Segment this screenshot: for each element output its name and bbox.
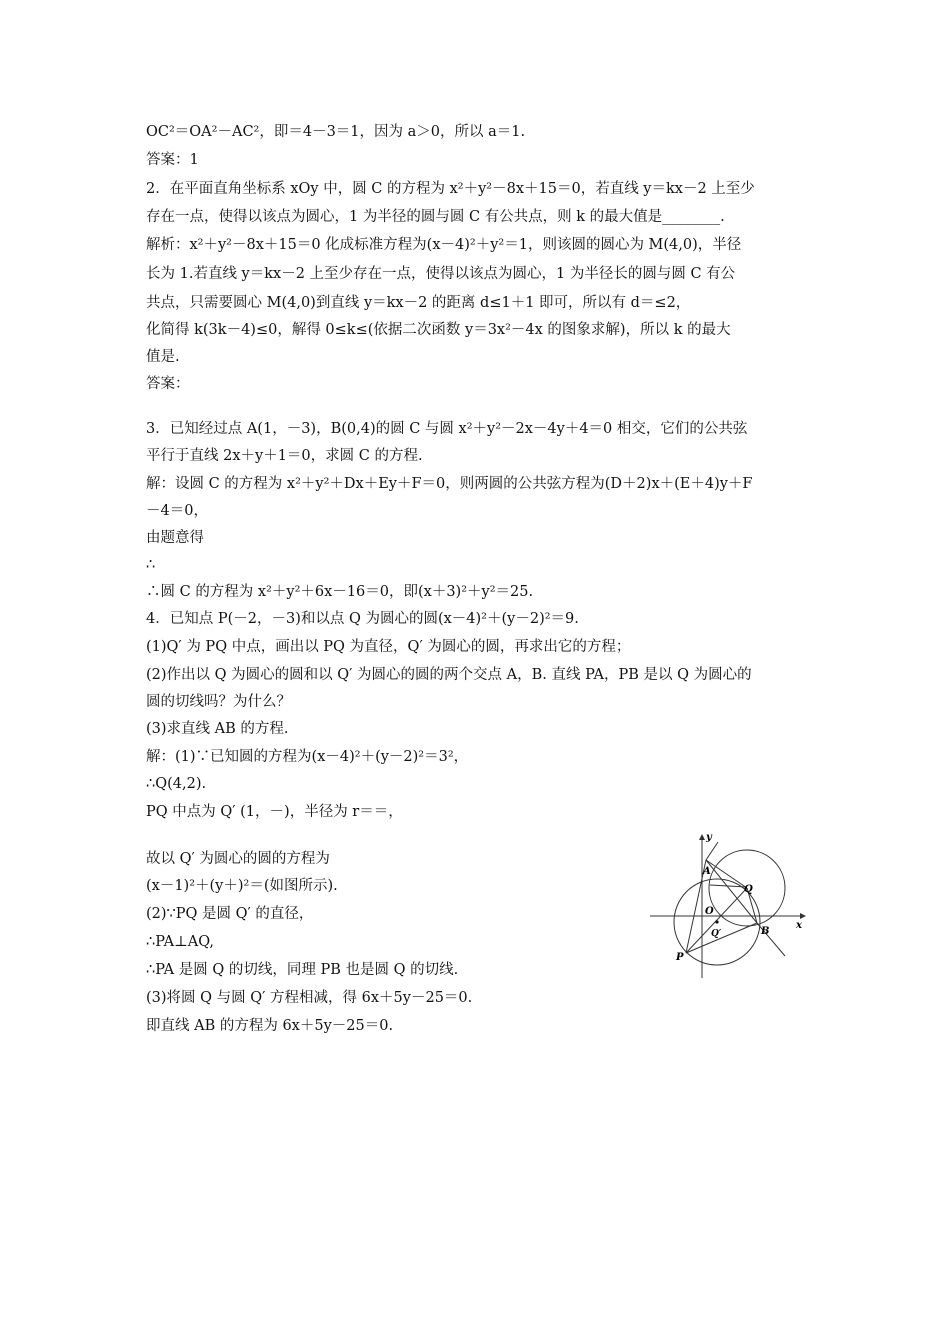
text-line: 值是. — [146, 349, 180, 365]
circles-figure — [650, 830, 810, 980]
text-line: 2．在平面直角坐标系 xOy 中，圆 C 的方程为 x²＋y²－8x＋15＝0，若直线 y＝kx－2 上至少 — [146, 181, 755, 197]
label-q: Q — [744, 884, 753, 895]
text-line: OC²＝OA²－AC²，即＝4－3＝1，因为 a＞0，所以 a＝1. — [146, 124, 526, 140]
label-b: B — [761, 926, 770, 937]
text-line: (2)∵PQ 是圆 Q′ 的直径， — [146, 906, 314, 922]
text-line: ∴ — [146, 557, 156, 573]
text-line: (2)作出以 Q 为圆心的圆和以 Q′ 为圆心的圆的两个交点 A，B. 直线 PA，PB 是以 Q 为圆心的 — [146, 667, 752, 683]
text-line: ∴Q(4,2). — [146, 776, 207, 792]
label-p: P — [676, 952, 684, 963]
text-line: PQ 中点为 Q′ (1，－)，半径为 r＝＝， — [146, 804, 403, 820]
text-line: 4．已知点 P(－2，－3)和以点 Q 为圆心的圆(x－4)²＋(y－2)²＝9. — [146, 611, 579, 627]
text-line: 圆的切线吗？为什么？ — [146, 694, 291, 710]
text-line: 故以 Q′ 为圆心的圆的方程为 — [146, 851, 330, 867]
label-y: y — [706, 832, 712, 843]
text-line: 平行于直线 2x＋y＋1＝0，求圆 C 的方程. — [146, 448, 423, 464]
label-o: O — [705, 906, 714, 917]
label-a: A — [703, 866, 711, 877]
text-line: ∴PA 是圆 Q 的切线，同理 PB 也是圆 Q 的切线. — [146, 962, 459, 978]
text-line: 答案：1 — [146, 152, 199, 168]
x-axis-arrow — [800, 913, 806, 919]
line-pa-ext — [706, 842, 718, 860]
text-line: 存在一点，使得以该点为圆心，1 为半径的圆与圆 C 有公共点，则 k 的最大值是________. — [146, 209, 725, 225]
text-line: 即直线 AB 的方程为 6x＋5y－25＝0. — [146, 1018, 394, 1034]
text-line: ∴PA⊥AQ, — [146, 934, 215, 950]
text-line: 3．已知经过点 A(1，－3)，B(0,4)的圆 C 与圆 x²＋y²－2x－4y＋4＝0 相交，它们的公共弦 — [146, 421, 748, 437]
point-q-prime — [715, 920, 718, 923]
y-axis-arrow — [699, 834, 705, 840]
text-line: 长为 1.若直线 y＝kx－2 上至少存在一点，使得以该点为圆心，1 为半径长的圆与圆 C 有公 — [146, 266, 736, 282]
text-line: －4＝0， — [146, 503, 208, 519]
text-line: ∴圆 C 的方程为 x²＋y²＋6x－16＝0，即(x＋3)²＋y²＝25. — [146, 584, 534, 600]
text-line: 解：(1)∵已知圆的方程为(x－4)²＋(y－2)²＝3²， — [146, 749, 469, 765]
text-line: 由题意得 — [146, 530, 204, 546]
text-line: 解析：x²＋y²－8x＋15＝0 化成标准方程为(x－4)²＋y²＝1，则该圆的圆心为 M(4,0)，半径 — [146, 237, 742, 253]
text-line: 共点，只需要圆心 M(4,0)到直线 y＝kx－2 的距离 d≤1＋1 即可，所以有 d＝≤2， — [146, 295, 691, 311]
label-q-prime: Q′ — [711, 929, 722, 939]
text-line: 答案： — [146, 376, 190, 392]
text-line: (1)Q′ 为 PQ 中点，画出以 PQ 为直径，Q′ 为圆心的圆，再求出它的方程； — [146, 639, 631, 655]
text-line: 解：设圆 C 的方程为 x²＋y²＋Dx＋Ey＋F＝0，则两圆的公共弦方程为(D＋2)x＋(E＋4)y＋F — [146, 476, 753, 492]
text-line: (3)将圆 Q 与圆 Q′ 方程相减，得 6x＋5y－25＝0. — [146, 990, 473, 1006]
line-pb — [686, 923, 757, 953]
text-line: (x－1)²＋(y＋)²＝(如图所示). — [146, 878, 338, 894]
text-line: (3)求直线 AB 的方程. — [146, 721, 289, 737]
text-line: 化简得 k(3k－4)≤0，解得 0≤k≤(依据二次函数 y＝3x²－4x 的图象求解)，所以 k 的最大 — [146, 322, 731, 338]
label-x: x — [796, 920, 802, 931]
